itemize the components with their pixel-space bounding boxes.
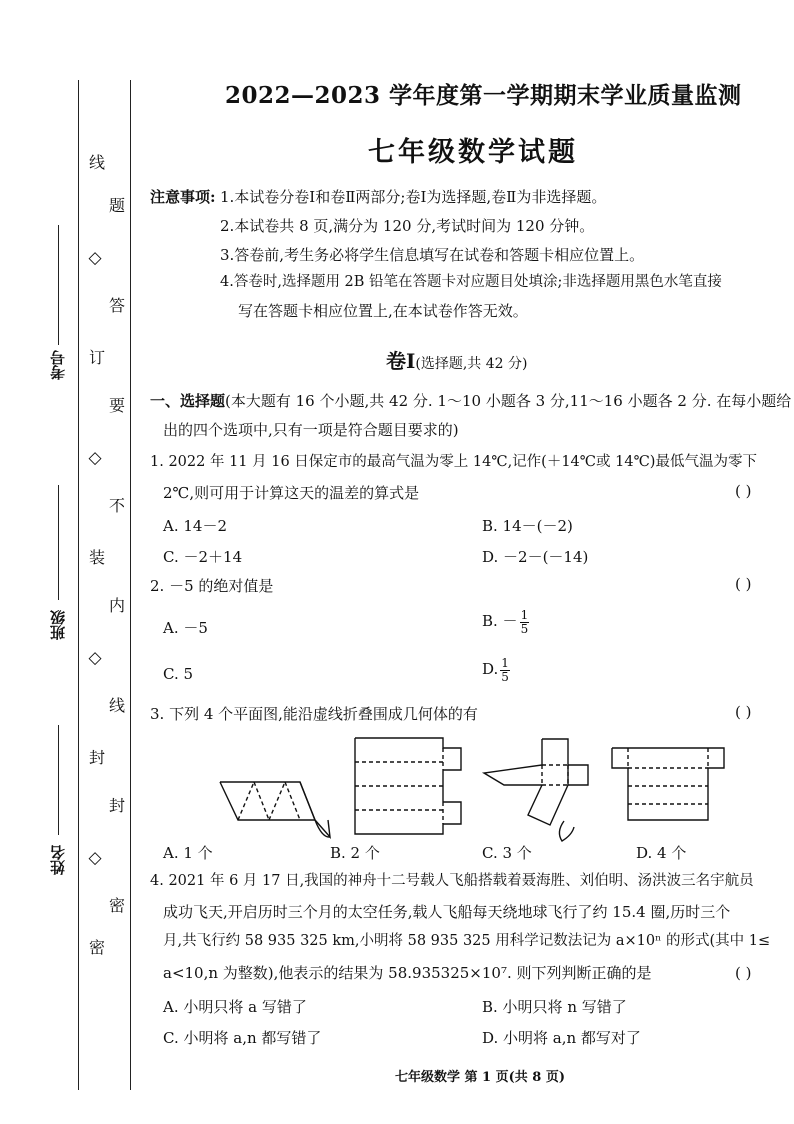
- q4-answer-paren: ( ): [735, 964, 752, 982]
- seal-char: 封: [88, 748, 105, 767]
- q3-answer-paren: ( ): [735, 703, 752, 721]
- q2-option-b-prefix: B. －: [482, 612, 518, 631]
- q3-figure-b: [353, 736, 465, 836]
- part-heading: [150, 392, 791, 410]
- exam-no-line[interactable]: [58, 225, 59, 345]
- name-line[interactable]: [58, 725, 59, 835]
- part-heading-line2: 出的四个选项中,只有一项是符合题目要求的): [163, 421, 459, 439]
- fraction-numerator: 1: [501, 656, 509, 670]
- seal-diamond: ◇: [88, 448, 102, 468]
- notes-item: 1.本试卷分卷Ⅰ和卷Ⅱ两部分;卷Ⅰ为选择题,卷Ⅱ为非选择题。: [220, 188, 607, 206]
- seal-diamond: ◇: [88, 648, 102, 668]
- q4-option-c: C. 小明将 a,n 都写错了: [163, 1029, 322, 1047]
- seal-char: 封: [108, 796, 125, 815]
- q1-answer-paren: ( ): [735, 482, 752, 500]
- seal-char: 线: [108, 696, 125, 715]
- q4-line2: 成功飞天,开启历时三个月的太空任务,载人飞船每天绕地球飞行了约 15.4 圈,历时三个: [163, 903, 731, 921]
- q2-line1: 2. －5 的绝对值是: [150, 577, 274, 595]
- seal-char: 线: [88, 153, 105, 172]
- class-line[interactable]: [58, 485, 59, 600]
- margin-line-left: [78, 80, 79, 1090]
- q3-option-c: C. 3 个: [482, 844, 532, 862]
- q2-option-b-fraction: [520, 609, 530, 635]
- q1-option-b: B. 14－(－2): [482, 517, 573, 535]
- q3-figure-c: [482, 737, 592, 847]
- q2-option-a: A. －5: [163, 619, 208, 637]
- seal-char: 装: [88, 548, 105, 567]
- q4-line4: a<10,n 为整数),他表示的结果为 58.935325×10⁷. 则下列判断正确的是: [163, 964, 652, 982]
- q3-option-a: A. 1 个: [163, 844, 213, 862]
- seal-char: 密: [88, 938, 105, 957]
- q4-option-d: D. 小明将 a,n 都写对了: [482, 1029, 641, 1047]
- q3-line1: 3. 下列 4 个平面图,能沿虚线折叠围成几何体的有: [150, 705, 478, 723]
- fraction-numerator: 1: [520, 608, 529, 622]
- fraction-denominator: 5: [520, 621, 529, 636]
- name-label: 姓名: [49, 845, 67, 875]
- page-footer: 七年级数学 第 1 页(共 8 页): [395, 1070, 566, 1085]
- notes-item: 3.答卷前,考生务必将学生信息填写在试卷和答题卡相应位置上。: [220, 246, 645, 264]
- q1-option-a: A. 14－2: [163, 517, 227, 535]
- part-heading-bold: 一、选择题: [150, 392, 226, 410]
- q1-option-d: D. －2－(－14): [482, 548, 589, 566]
- exam-no-label: 考号: [49, 350, 67, 380]
- q2-option-d-fraction: [500, 657, 510, 683]
- q3-figure-d: [610, 746, 728, 824]
- exam-subtitle: 七年级数学试题: [368, 137, 578, 168]
- q1-line2: 2℃,则可用于计算这天的温差的算式是: [163, 484, 420, 502]
- q3-figure-a: [218, 760, 338, 840]
- notes-item: 2.本试卷共 8 页,满分为 120 分,考试时间为 120 分钟。: [220, 217, 595, 235]
- seal-char: 题: [108, 196, 125, 215]
- margin-line-right: [130, 80, 131, 1090]
- seal-char: 密: [108, 896, 125, 915]
- seal-char: 不: [108, 496, 125, 515]
- notes-item: 写在答题卡相应位置上,在本试卷作答无效。: [238, 302, 528, 320]
- q2-option-d: [482, 657, 510, 683]
- q4-option-a: A. 小明只将 a 写错了: [163, 998, 307, 1016]
- notes-label: 注意事项:: [150, 188, 216, 206]
- q4-line3: 月,共飞行约 58 935 325 km,小明将 58 935 325 用科学记数法记为 a×10ⁿ 的形式(其中 1≤: [163, 933, 771, 949]
- seal-char: 订: [88, 348, 105, 367]
- exam-title: 2022—2023 学年度第一学期期末学业质量监测: [225, 82, 742, 109]
- section-name: 卷Ⅰ: [386, 349, 416, 373]
- seal-diamond: ◇: [88, 248, 102, 268]
- section-title: [386, 345, 527, 374]
- part-heading-text: (本大题有 16 个小题,共 42 分. 1～10 小题各 3 分,11～16 小题各 2 分. 在每小题给: [225, 392, 792, 410]
- q3-option-d: D. 4 个: [636, 844, 687, 862]
- class-label: 班级: [49, 610, 67, 640]
- q2-option-c: C. 5: [163, 665, 194, 683]
- seal-char: 答: [108, 296, 125, 315]
- q1-line1: 1. 2022 年 11 月 16 日保定市的最高气温为零上 14℃,记作(＋14℃或 14℃)最低气温为零下: [150, 454, 757, 470]
- seal-diamond: ◇: [88, 848, 102, 868]
- q3-option-b: B. 2 个: [330, 844, 380, 862]
- fraction-denominator: 5: [501, 669, 509, 684]
- q2-option-d-prefix: D.: [482, 660, 499, 679]
- q4-option-b: B. 小明只将 n 写错了: [482, 998, 627, 1016]
- q2-answer-paren: ( ): [735, 575, 752, 593]
- q4-line1: 4. 2021 年 6 月 17 日,我国的神舟十二号载人飞船搭载着聂海胜、刘伯明、汤洪波三名宇航员: [150, 873, 754, 889]
- seal-char: 内: [108, 596, 125, 615]
- seal-char: 要: [108, 396, 125, 415]
- q2-option-b: [482, 609, 529, 635]
- q1-option-c: C. －2＋14: [163, 548, 243, 566]
- section-note: (选择题,共 42 分): [415, 356, 528, 372]
- notes-item: 4.答卷时,选择题用 2B 铅笔在答题卡对应题目处填涂;非选择题用黑色水笔直接: [220, 274, 722, 290]
